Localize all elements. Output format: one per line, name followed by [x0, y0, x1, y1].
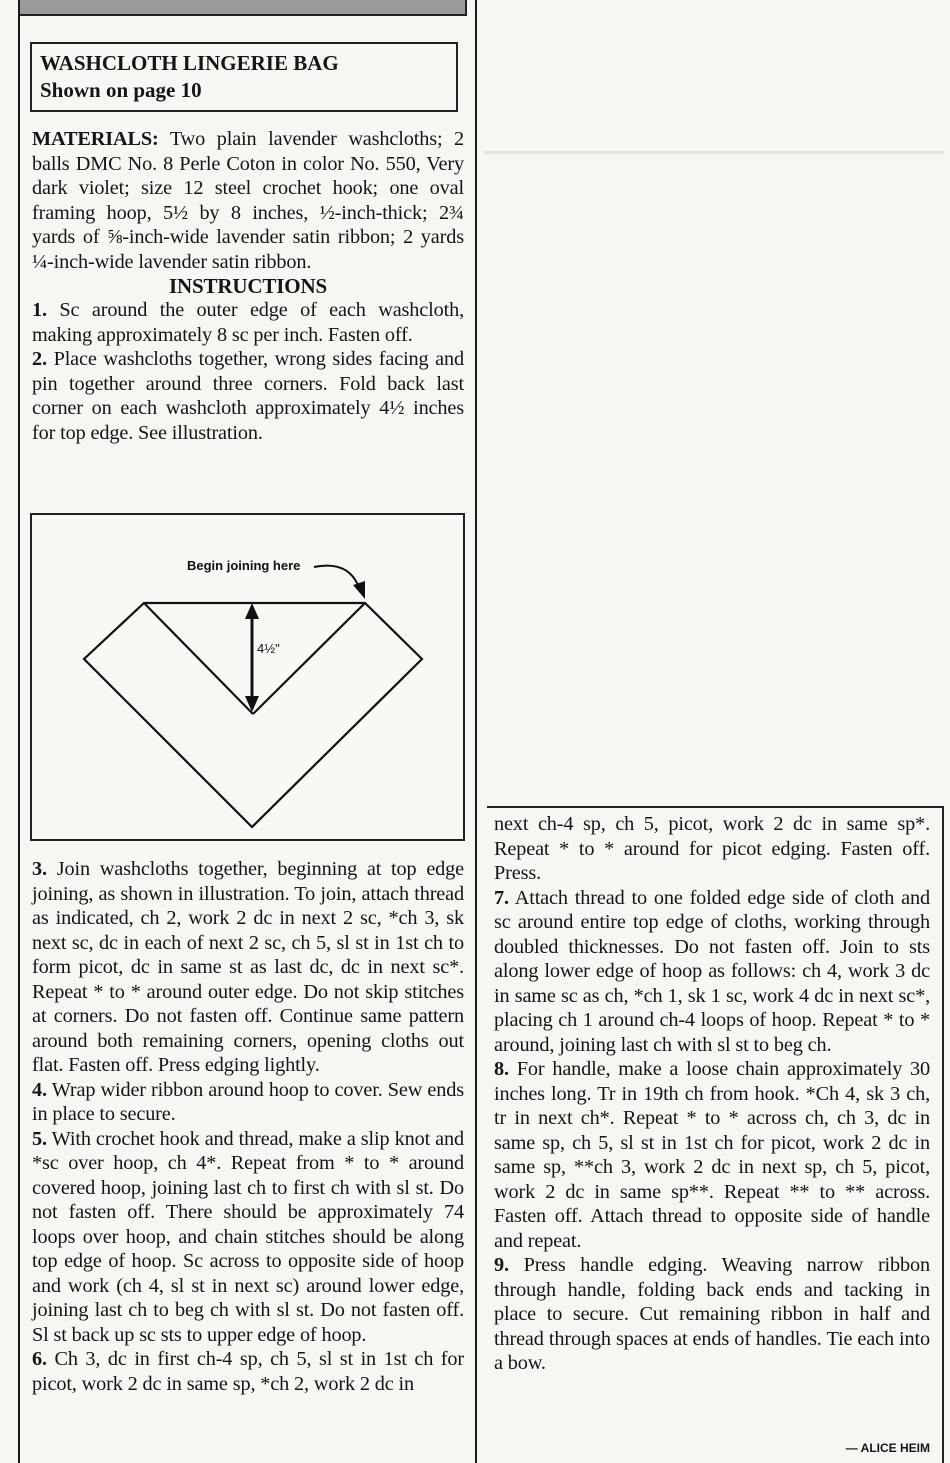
- step-2: 2. Place washcloths together, wrong sides facing and pin together around three corners. Fold back last corner on each washcloth approximately 4½ inches for top edge. See illustration.: [32, 348, 465, 444]
- begin-joining-label: Begin joining here: [187, 558, 301, 573]
- step-5: 5. With crochet hook and thread, make a slip knot and *sc over hoop, ch 4*. Repeat from * to * around covered hoop, joining last ch to first ch with sl st. Do not fasten off. There should be approximately 74 loops over hoop, and chain stitches should be along top edge of hoop. Sc across to opposite side of hoop and work (ch 4, sl st in next sc) around lower edge, joining last ch to beg ch with sl st. Do not fasten off. Sl st back up sc sts to upper edge of hoop.: [32, 1127, 465, 1346]
- step-6-continued: next ch-4 sp, ch 5, picot, work 2 dc in same sp*. Repeat * to * around for picot edging. Fasten off. Press.: [494, 813, 930, 884]
- step-9: 9. Press handle edging. Weaving narrow ribbon through handle, folding back ends and tacking in place to secure. Cut remaining ribbon in half and thread through spaces at ends of handles. Tie each into a bow.: [494, 1254, 930, 1374]
- column-rule-middle: [475, 0, 477, 1463]
- article-subtitle: Shown on page 10: [40, 78, 202, 102]
- column-rule-left: [18, 0, 20, 1463]
- folding-illustration: [30, 513, 465, 841]
- step-7: 7. Attach thread to one folded edge side of cloth and sc around entire top edge of cloths, working through doubled thicknesses. Do not fasten off. Join to sts along lower edge of hoop as follows: ch 4, work 3 dc in same sc as ch, *ch 1, sk 1 sc, work 4 dc in next sc*, placing ch 1 around ch-4 loops of hoop. Repeat * to * around, joining last ch with sl st to beg ch.: [494, 886, 930, 1056]
- measurement-label: 4½": [257, 641, 280, 656]
- article-header: [30, 42, 458, 112]
- right-column-text: [494, 812, 930, 1376]
- step-1: 1. Sc around the outer edge of each washcloth, making approximately 8 sc per inch. Fasten off.: [32, 299, 464, 346]
- callout-arrow-head: [353, 581, 365, 599]
- previous-article-image-edge: [18, 0, 467, 16]
- fold-line-left: [144, 603, 253, 714]
- instructions-heading: INSTRUCTIONS: [168, 274, 328, 298]
- materials-label: MATERIALS:: [32, 128, 159, 150]
- fold-line-right: [253, 603, 365, 714]
- step-6-start: 6. Ch 3, dc in first ch-4 sp, ch 5, sl st in 1st ch for picot, work 2 dc in same sp, *ch 2, work 2 dc in: [32, 1348, 465, 1395]
- step-8: 8. For handle, make a loose chain approximately 30 inches long. Tr in 19th ch from hook. *Ch 4, sk 3 ch, tr in next ch*. Repeat * to * across ch, ch 3, dc in same sp, ch 5, sl st in 1st ch for picot, work 2 dc in same sp, **ch 3, work 2 dc in next sp, ch 5, picot, work 2 dc in same sp**. Repeat ** to ** across. Fasten off. Attach thread to opposite side of handle and repeat.: [494, 1058, 930, 1252]
- materials-text: Two plain lavender washcloths; 2 balls DMC No. 8 Perle Coton in color No. 550, Very dark violet; size 12 steel crochet hook; one oval framing hoop, 5½ by 8 inches, ½-inch-thick; 2¾ yards of ⅝-inch-wide lavender satin ribbon; 2 yards ¼-inch-wide lavender satin ribbon.: [32, 128, 465, 273]
- left-column-text-bottom: [32, 857, 464, 1396]
- left-column-text-top: [32, 127, 464, 445]
- step-4: 4. Wrap wider ribbon around hoop to cover. Sew ends in place to secure.: [32, 1078, 464, 1125]
- step-3: 3. Join washcloths together, beginning at top edge joining, as shown in illustration. To join, attach thread as indicated, ch 2, work 2 dc in next 2 sc, *ch 3, sk next sc, dc in each of next 2 sc, ch 5, sl st in 1st ch to form picot, dc in same st as last dc, dc in next sc*. Repeat * to * around outer edge. Do not skip stitches at corners. Do not fasten off. Continue same pattern around both remaining corners, opening cloths out flat. Fasten off. Press edging lightly.: [32, 858, 465, 1076]
- author-credit: — ALICE HEIM: [845, 1441, 930, 1455]
- callout-arrow: [314, 566, 358, 585]
- materials-paragraph: [32, 127, 464, 274]
- measurement-arrow-head-up: [245, 603, 259, 619]
- article-title: WASHCLOTH LINGERIE BAG: [40, 51, 339, 75]
- faint-divider: [484, 151, 944, 154]
